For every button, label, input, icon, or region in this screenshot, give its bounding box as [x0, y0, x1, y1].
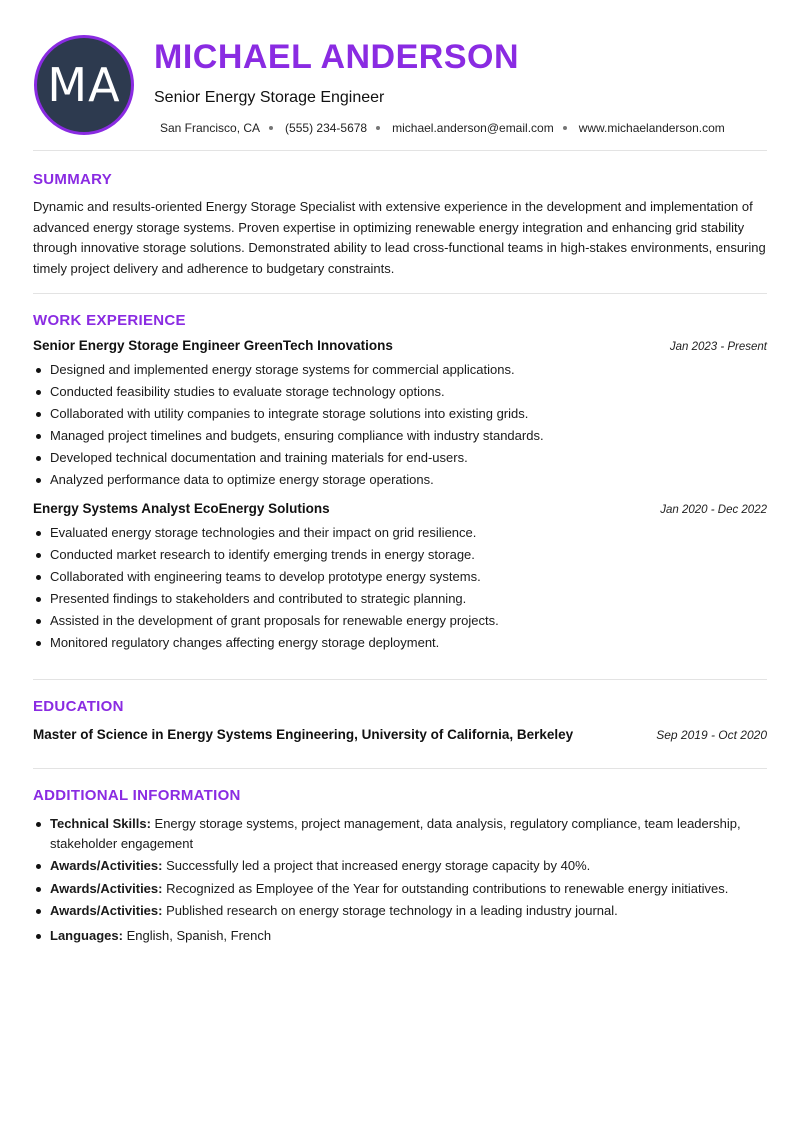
job-dates: Jan 2020 - Dec 2022	[660, 504, 767, 516]
dot-separator-icon	[269, 126, 273, 130]
dot-separator-icon	[563, 126, 567, 130]
info-label: Awards/Activities:	[50, 880, 163, 896]
job-bullet: Managed project timelines and budgets, ensuring compliance with industry standards.	[33, 425, 767, 447]
job-header	[33, 501, 767, 516]
job-bullet: Evaluated energy storage technologies and their impact on grid resilience.	[33, 522, 767, 544]
info-item	[33, 879, 767, 899]
work-experience-section	[33, 294, 767, 679]
job-dates: Jan 2023 - Present	[669, 341, 767, 353]
info-item	[33, 814, 767, 853]
job-role: Energy Systems Analyst EcoEnergy Solutions	[33, 501, 330, 516]
job-header	[33, 338, 767, 353]
job-bullet: Monitored regulatory changes affecting energy storage deployment.	[33, 632, 767, 654]
info-item	[33, 856, 767, 876]
job-bullet: Developed technical documentation and training materials for end-users.	[33, 447, 767, 469]
job-bullet: Conducted market research to identify emerging trends in energy storage.	[33, 544, 767, 566]
job-bullets	[33, 359, 767, 491]
info-text: Recognized as Employee of the Year for outstanding contributions to renewable energy initiatives.	[162, 880, 729, 896]
info-item	[33, 926, 767, 946]
education-section	[33, 680, 767, 768]
info-label: Technical Skills:	[50, 816, 151, 831]
summary-text: Dynamic and results-oriented Energy Storage Specialist with extensive experience in the development and implementation of advanced energy storage systems. Proven expertise in optimizing renewable energy integration and enhancing grid stability through innovative storage solutions. Demonstrated ability to lead cross-functional teams in high-stakes environments, ensuring timely project delivery and adherence to budgetary constraints.	[33, 199, 766, 276]
job-bullet: Designed and implemented energy storage systems for commercial applications.	[33, 359, 767, 381]
info-text: Successfully led a project that increased energy storage capacity by 40%.	[162, 858, 591, 873]
contact-website[interactable]: www.michaelanderson.com	[578, 121, 725, 135]
candidate-title: Senior Energy Storage Engineer	[154, 89, 385, 106]
avatar-initials: MA	[47, 58, 121, 112]
summary-heading: SUMMARY	[33, 171, 113, 188]
work-experience-heading: WORK EXPERIENCE	[33, 312, 186, 329]
info-text: Published research on energy storage technology in a leading industry journal.	[162, 903, 618, 918]
resume-header	[33, 0, 767, 150]
info-label: Awards/Activities:	[50, 903, 163, 918]
job-entry	[33, 338, 767, 491]
info-label: Awards/Activities:	[50, 858, 163, 873]
job-bullet: Presented findings to stakeholders and contributed to strategic planning.	[33, 588, 767, 610]
job-bullet: Conducted feasibility studies to evaluate storage technology options.	[33, 381, 767, 403]
info-item	[33, 901, 767, 921]
summary-section	[33, 151, 767, 293]
contact-phone: (555) 234-5678	[285, 121, 368, 135]
education-degree: Master of Science in Energy Systems Engineering, University of California, Berkeley	[33, 727, 574, 742]
info-text: Energy storage systems, project management, data analysis, regulatory compliance, team leadership, stakeholder engagement	[50, 816, 741, 851]
education-heading: EDUCATION	[33, 698, 124, 715]
additional-info-heading: ADDITIONAL INFORMATION	[33, 787, 241, 804]
dot-separator-icon	[376, 126, 380, 130]
contact-email[interactable]: michael.anderson@email.com	[392, 121, 554, 135]
education-dates: Sep 2019 - Oct 2020	[656, 728, 767, 742]
job-bullets	[33, 522, 767, 654]
additional-info-list	[33, 814, 767, 945]
additional-info-section	[33, 769, 767, 945]
job-bullet: Assisted in the development of grant proposals for renewable energy projects.	[33, 610, 767, 632]
info-label: Languages:	[50, 927, 123, 943]
job-entry	[33, 501, 767, 654]
info-text: English, Spanish, French	[122, 927, 272, 943]
job-bullet: Collaborated with engineering teams to develop prototype energy systems.	[33, 566, 767, 588]
education-entry	[33, 727, 767, 742]
spacer	[33, 654, 767, 679]
job-bullet: Analyzed performance data to optimize energy storage operations.	[33, 469, 767, 491]
avatar	[34, 35, 134, 135]
contact-location: San Francisco, CA	[160, 121, 261, 135]
job-bullet: Collaborated with utility companies to integrate storage solutions into existing grids.	[33, 403, 767, 425]
candidate-name: MICHAEL ANDERSON	[154, 38, 520, 76]
job-role: Senior Energy Storage Engineer GreenTech Innovations	[33, 338, 393, 353]
contact-line	[160, 121, 725, 135]
